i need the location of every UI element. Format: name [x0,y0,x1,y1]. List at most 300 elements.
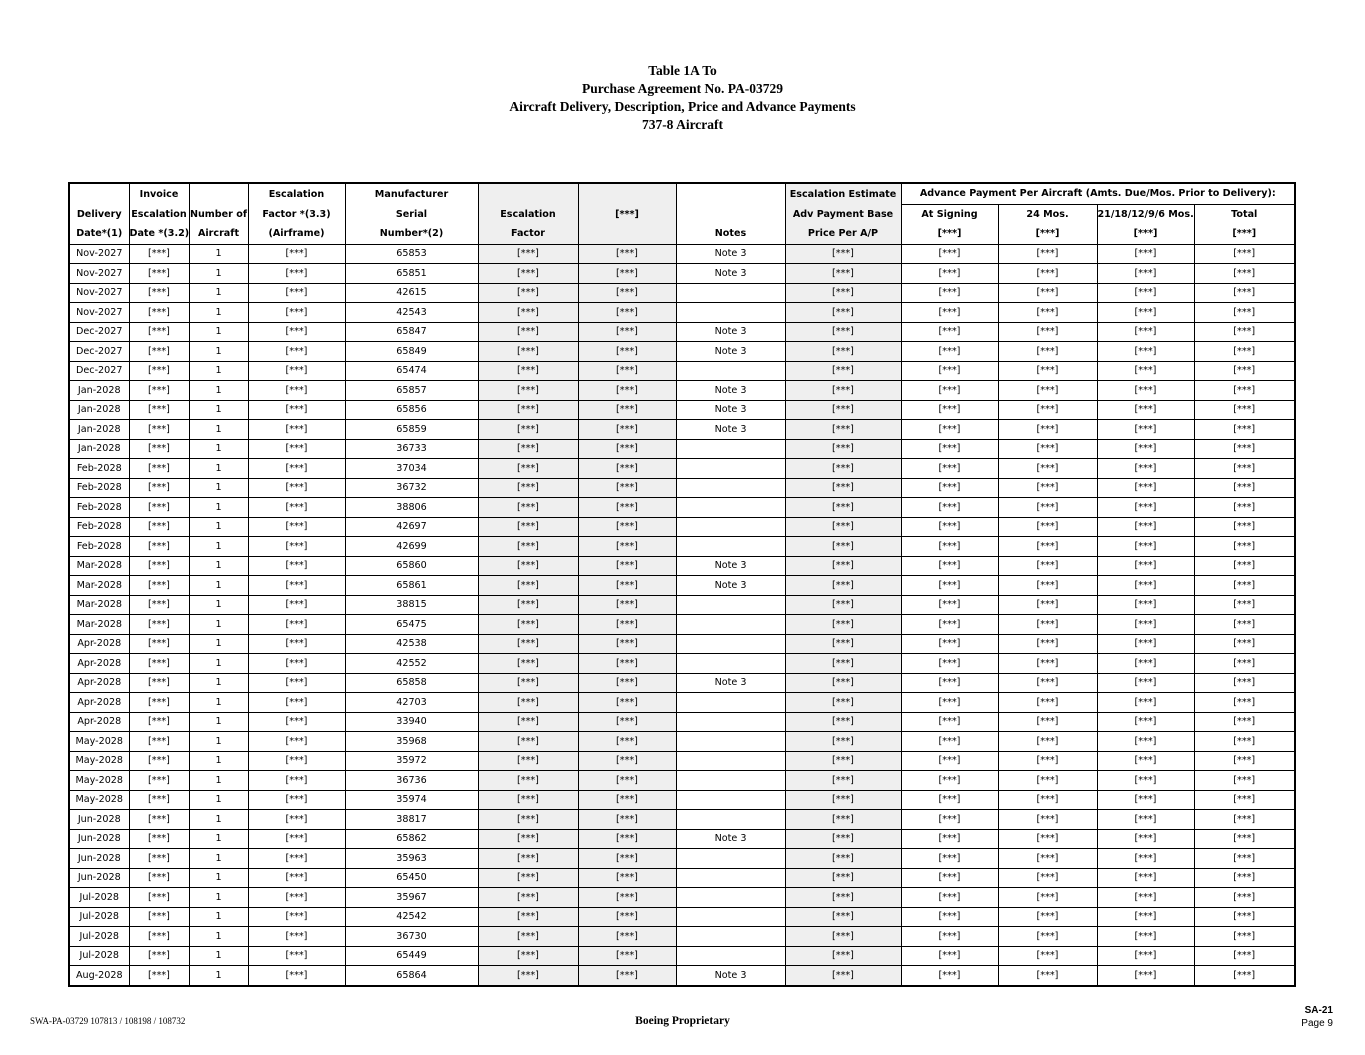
cell-at-signing: [***] [901,868,998,888]
cell-at-signing: [***] [901,439,998,459]
cell-24-mos: [***] [998,517,1097,537]
cell-total: [***] [1194,264,1295,284]
cell-multi-mos: [***] [1097,732,1194,752]
cell-24-mos: [***] [998,595,1097,615]
cell-serial-number: 42543 [345,303,478,323]
cell-escalation-factor: [***] [248,966,345,986]
cell-serial-number: 35968 [345,732,478,752]
table-row [69,634,1295,654]
cell-at-signing: [***] [901,361,998,381]
header-factor: Factor *(3.3) [248,204,345,224]
cell-multi-mos: [***] [1097,244,1194,264]
cell-number-of-aircraft: 1 [189,732,248,752]
cell-redacted: [***] [578,264,676,284]
cell-total: [***] [1194,400,1295,420]
cell-multi-mos: [***] [1097,264,1194,284]
cell-adv-base-price: [***] [785,751,901,771]
cell-delivery-date: Jun-2028 [69,810,129,830]
cell-total: [***] [1194,966,1295,986]
cell-delivery-date: Mar-2028 [69,595,129,615]
cell-esc-factor: [***] [478,244,578,264]
cell-delivery-date: May-2028 [69,751,129,771]
cell-number-of-aircraft: 1 [189,771,248,791]
cell-escalation-factor: [***] [248,810,345,830]
header-24-mos: 24 Mos. [998,204,1097,224]
cell-escalation-factor: [***] [248,381,345,401]
table-row [69,517,1295,537]
cell-serial-number: 35963 [345,849,478,869]
cell-number-of-aircraft: 1 [189,303,248,323]
cell-adv-base-price: [***] [785,790,901,810]
cell-delivery-date: Nov-2027 [69,244,129,264]
cell-number-of-aircraft: 1 [189,751,248,771]
cell-24-mos: [***] [998,615,1097,635]
cell-redacted: [***] [578,829,676,849]
cell-adv-base-price: [***] [785,654,901,674]
cell-24-mos: [***] [998,322,1097,342]
cell-invoice-date: [***] [129,732,189,752]
cell-delivery-date: Mar-2028 [69,576,129,596]
cell-number-of-aircraft: 1 [189,790,248,810]
cell-24-mos: [***] [998,946,1097,966]
table-row [69,810,1295,830]
cell-delivery-date: Apr-2028 [69,654,129,674]
cell-at-signing: [***] [901,420,998,440]
table-row [69,342,1295,362]
cell-number-of-aircraft: 1 [189,439,248,459]
title-line-4: 737-8 Aircraft [641,117,724,132]
cell-serial-number: 65856 [345,400,478,420]
cell-at-signing: [***] [901,283,998,303]
cell-multi-mos: [***] [1097,654,1194,674]
cell-number-of-aircraft: 1 [189,829,248,849]
cell-notes [676,595,785,615]
cell-multi-mos: [***] [1097,517,1194,537]
footer-sa-number: SA-21 [1304,1005,1333,1016]
cell-multi-mos: [***] [1097,615,1194,635]
table-row [69,478,1295,498]
header-esc-factor: Escalation [478,204,578,224]
cell-delivery-date: Feb-2028 [69,537,129,557]
cell-24-mos: [***] [998,829,1097,849]
cell-multi-mos: [***] [1097,868,1194,888]
table-row [69,322,1295,342]
table-row [69,966,1295,986]
cell-number-of-aircraft: 1 [189,615,248,635]
cell-multi-mos: [***] [1097,576,1194,596]
cell-number-of-aircraft: 1 [189,673,248,693]
cell-invoice-date: [***] [129,673,189,693]
cell-escalation-factor: [***] [248,790,345,810]
cell-delivery-date: Feb-2028 [69,517,129,537]
cell-esc-factor: [***] [478,654,578,674]
cell-at-signing: [***] [901,751,998,771]
cell-multi-mos: [***] [1097,361,1194,381]
cell-24-mos: [***] [998,888,1097,908]
cell-adv-base-price: [***] [785,732,901,752]
cell-24-mos: [***] [998,303,1097,323]
table-row [69,732,1295,752]
cell-notes [676,478,785,498]
cell-at-signing: [***] [901,322,998,342]
cell-multi-mos: [***] [1097,322,1194,342]
cell-adv-base-price: [***] [785,829,901,849]
cell-escalation-factor: [***] [248,264,345,284]
cell-notes: Note 3 [676,322,785,342]
cell-total: [***] [1194,244,1295,264]
cell-notes [676,361,785,381]
cell-total: [***] [1194,693,1295,713]
cell-serial-number: 42552 [345,654,478,674]
table-row [69,673,1295,693]
cell-at-signing: [***] [901,888,998,908]
cell-number-of-aircraft: 1 [189,927,248,947]
cell-escalation-factor: [***] [248,595,345,615]
cell-total: [***] [1194,361,1295,381]
cell-at-signing: [***] [901,946,998,966]
cell-escalation-factor: [***] [248,673,345,693]
cell-at-signing: [***] [901,595,998,615]
cell-number-of-aircraft: 1 [189,498,248,518]
table-row [69,868,1295,888]
footer-page-info [1301,1004,1333,1030]
cell-adv-base-price: [***] [785,537,901,557]
cell-adv-base-price: [***] [785,264,901,284]
cell-24-mos: [***] [998,556,1097,576]
table-row [69,693,1295,713]
cell-serial-number: 65857 [345,381,478,401]
cell-delivery-date: Jul-2028 [69,946,129,966]
cell-serial-number: 65862 [345,829,478,849]
cell-escalation-factor: [***] [248,420,345,440]
cell-redacted: [***] [578,771,676,791]
cell-escalation-factor: [***] [248,303,345,323]
cell-24-mos: [***] [998,420,1097,440]
cell-multi-mos: [***] [1097,849,1194,869]
cell-invoice-date: [***] [129,829,189,849]
cell-serial-number: 65847 [345,322,478,342]
cell-invoice-date: [***] [129,712,189,732]
cell-redacted: [***] [578,790,676,810]
cell-serial-number: 65851 [345,264,478,284]
cell-at-signing: [***] [901,732,998,752]
cell-delivery-date: Jan-2028 [69,420,129,440]
cell-serial-number: 38806 [345,498,478,518]
cell-esc-factor: [***] [478,888,578,908]
cell-adv-base-price: [***] [785,381,901,401]
cell-24-mos: [***] [998,907,1097,927]
header-total-redacted: [***] [1194,224,1295,244]
cell-redacted: [***] [578,381,676,401]
cell-esc-factor: [***] [478,342,578,362]
cell-24-mos: [***] [998,400,1097,420]
cell-invoice-date: [***] [129,537,189,557]
cell-serial-number: 65861 [345,576,478,596]
cell-total: [***] [1194,595,1295,615]
cell-multi-mos: [***] [1097,459,1194,479]
cell-escalation-factor: [***] [248,459,345,479]
cell-esc-factor: [***] [478,498,578,518]
cell-redacted: [***] [578,595,676,615]
cell-at-signing: [***] [901,342,998,362]
cell-serial-number: 38817 [345,810,478,830]
table-row [69,498,1295,518]
cell-number-of-aircraft: 1 [189,693,248,713]
cell-invoice-date: [***] [129,244,189,264]
cell-invoice-date: [***] [129,478,189,498]
cell-notes [676,751,785,771]
cell-invoice-date: [***] [129,751,189,771]
cell-esc-factor: [***] [478,712,578,732]
table-row [69,654,1295,674]
cell-adv-base-price: [***] [785,868,901,888]
table-body [69,244,1295,986]
cell-total: [***] [1194,771,1295,791]
footer-page-number: Page 9 [1301,1018,1333,1029]
table-row [69,264,1295,284]
header-factor-2: Factor [478,224,578,244]
header-multi-mos: 21/18/12/9/6 Mos. [1097,204,1194,224]
cell-notes: Note 3 [676,244,785,264]
cell-multi-mos: [***] [1097,888,1194,908]
header-aircraft: Aircraft [189,224,248,244]
cell-multi-mos: [***] [1097,634,1194,654]
cell-delivery-date: Nov-2027 [69,283,129,303]
cell-esc-factor: [***] [478,693,578,713]
cell-notes: Note 3 [676,829,785,849]
cell-number-of-aircraft: 1 [189,400,248,420]
cell-24-mos: [***] [998,849,1097,869]
cell-notes: Note 3 [676,264,785,284]
cell-at-signing: [***] [901,673,998,693]
cell-delivery-date: Jul-2028 [69,888,129,908]
cell-multi-mos: [***] [1097,790,1194,810]
header-multi-mos-redacted: [***] [1097,224,1194,244]
cell-total: [***] [1194,732,1295,752]
cell-escalation-factor: [***] [248,771,345,791]
table-row [69,790,1295,810]
table-row [69,771,1295,791]
cell-invoice-date: [***] [129,771,189,791]
cell-redacted: [***] [578,868,676,888]
cell-escalation-factor: [***] [248,693,345,713]
cell-multi-mos: [***] [1097,693,1194,713]
cell-at-signing: [***] [901,829,998,849]
cell-escalation-factor: [***] [248,439,345,459]
cell-serial-number: 65450 [345,868,478,888]
cell-24-mos: [***] [998,732,1097,752]
cell-esc-factor: [***] [478,751,578,771]
cell-esc-factor: [***] [478,946,578,966]
cell-invoice-date: [***] [129,654,189,674]
cell-delivery-date: Jun-2028 [69,849,129,869]
cell-number-of-aircraft: 1 [189,810,248,830]
cell-adv-base-price: [***] [785,342,901,362]
cell-number-of-aircraft: 1 [189,556,248,576]
cell-multi-mos: [***] [1097,400,1194,420]
cell-invoice-date: [***] [129,927,189,947]
cell-escalation-factor: [***] [248,849,345,869]
cell-escalation-factor: [***] [248,361,345,381]
cell-invoice-date: [***] [129,556,189,576]
cell-adv-base-price: [***] [785,556,901,576]
cell-esc-factor: [***] [478,771,578,791]
cell-24-mos: [***] [998,693,1097,713]
cell-at-signing: [***] [901,556,998,576]
cell-total: [***] [1194,381,1295,401]
cell-invoice-date: [***] [129,381,189,401]
cell-adv-base-price: [***] [785,283,901,303]
cell-invoice-date: [***] [129,595,189,615]
cell-serial-number: 36732 [345,478,478,498]
document-title [0,62,1365,134]
cell-total: [***] [1194,576,1295,596]
cell-invoice-date: [***] [129,342,189,362]
cell-delivery-date: Dec-2027 [69,322,129,342]
cell-invoice-date: [***] [129,400,189,420]
header-date: Date*(1) [76,228,123,240]
cell-serial-number: 42615 [345,283,478,303]
cell-escalation-factor: [***] [248,498,345,518]
cell-adv-base-price: [***] [785,693,901,713]
cell-number-of-aircraft: 1 [189,576,248,596]
cell-notes [676,771,785,791]
cell-multi-mos: [***] [1097,556,1194,576]
header-invoice-date: Date *(3.2) [129,224,189,244]
cell-multi-mos: [***] [1097,303,1194,323]
cell-multi-mos: [***] [1097,381,1194,401]
cell-adv-base-price: [***] [785,400,901,420]
header-estimate: Escalation Estimate [785,183,901,204]
cell-adv-base-price: [***] [785,498,901,518]
cell-escalation-factor: [***] [248,478,345,498]
cell-at-signing: [***] [901,634,998,654]
cell-delivery-date: Apr-2028 [69,673,129,693]
cell-number-of-aircraft: 1 [189,381,248,401]
cell-invoice-date: [***] [129,283,189,303]
cell-at-signing: [***] [901,966,998,986]
cell-adv-base-price: [***] [785,927,901,947]
cell-redacted: [***] [578,283,676,303]
header-delivery: Delivery [76,208,122,220]
cell-total: [***] [1194,459,1295,479]
cell-delivery-date: Jan-2028 [69,439,129,459]
cell-total: [***] [1194,673,1295,693]
cell-number-of-aircraft: 1 [189,634,248,654]
cell-adv-base-price: [***] [785,810,901,830]
cell-delivery-date: Jun-2028 [69,829,129,849]
cell-notes: Note 3 [676,420,785,440]
cell-notes [676,693,785,713]
cell-24-mos: [***] [998,537,1097,557]
cell-invoice-date: [***] [129,361,189,381]
table-row [69,946,1295,966]
cell-total: [***] [1194,888,1295,908]
cell-total: [***] [1194,849,1295,869]
cell-number-of-aircraft: 1 [189,888,248,908]
cell-serial-number: 42703 [345,693,478,713]
table-row [69,751,1295,771]
cell-delivery-date: Feb-2028 [69,498,129,518]
cell-delivery-date: Apr-2028 [69,693,129,713]
cell-esc-factor: [***] [478,264,578,284]
cell-redacted: [***] [578,946,676,966]
cell-delivery-date: Jun-2028 [69,868,129,888]
cell-redacted: [***] [578,927,676,947]
cell-invoice-date: [***] [129,264,189,284]
cell-notes: Note 3 [676,400,785,420]
cell-invoice-date: [***] [129,907,189,927]
cell-escalation-factor: [***] [248,927,345,947]
cell-notes [676,868,785,888]
cell-serial-number: 65864 [345,966,478,986]
header-total: Total [1194,204,1295,224]
cell-esc-factor: [***] [478,790,578,810]
cell-number-of-aircraft: 1 [189,654,248,674]
cell-esc-factor: [***] [478,459,578,479]
cell-redacted: [***] [578,712,676,732]
cell-number-of-aircraft: 1 [189,849,248,869]
cell-multi-mos: [***] [1097,342,1194,362]
cell-at-signing: [***] [901,576,998,596]
cell-adv-base-price: [***] [785,771,901,791]
cell-redacted: [***] [578,849,676,869]
cell-multi-mos: [***] [1097,829,1194,849]
delivery-table [68,182,1296,987]
cell-serial-number: 65859 [345,420,478,440]
cell-serial-number: 65474 [345,361,478,381]
cell-redacted: [***] [578,615,676,635]
cell-serial-number: 37034 [345,459,478,479]
cell-escalation-factor: [***] [248,946,345,966]
cell-escalation-factor: [***] [248,751,345,771]
cell-invoice-date: [***] [129,322,189,342]
cell-redacted: [***] [578,673,676,693]
cell-number-of-aircraft: 1 [189,459,248,479]
cell-notes: Note 3 [676,381,785,401]
cell-redacted: [***] [578,400,676,420]
cell-escalation-factor: [***] [248,907,345,927]
header-24-mos-redacted: [***] [998,224,1097,244]
cell-multi-mos: [***] [1097,751,1194,771]
cell-24-mos: [***] [998,673,1097,693]
cell-multi-mos: [***] [1097,907,1194,927]
cell-adv-base-price: [***] [785,576,901,596]
cell-delivery-date: Feb-2028 [69,459,129,479]
cell-serial-number: 42542 [345,907,478,927]
cell-total: [***] [1194,868,1295,888]
cell-esc-factor: [***] [478,381,578,401]
cell-esc-factor: [***] [478,537,578,557]
cell-escalation-factor: [***] [248,888,345,908]
cell-invoice-date: [***] [129,634,189,654]
cell-at-signing: [***] [901,907,998,927]
cell-escalation-factor: [***] [248,244,345,264]
cell-number-of-aircraft: 1 [189,264,248,284]
cell-esc-factor: [***] [478,615,578,635]
cell-total: [***] [1194,829,1295,849]
cell-notes [676,303,785,323]
cell-total: [***] [1194,927,1295,947]
cell-escalation-factor: [***] [248,634,345,654]
cell-delivery-date: Apr-2028 [69,634,129,654]
table-row [69,381,1295,401]
cell-adv-base-price: [***] [785,888,901,908]
cell-number-of-aircraft: 1 [189,966,248,986]
cell-esc-factor: [***] [478,868,578,888]
table-row [69,595,1295,615]
cell-24-mos: [***] [998,712,1097,732]
